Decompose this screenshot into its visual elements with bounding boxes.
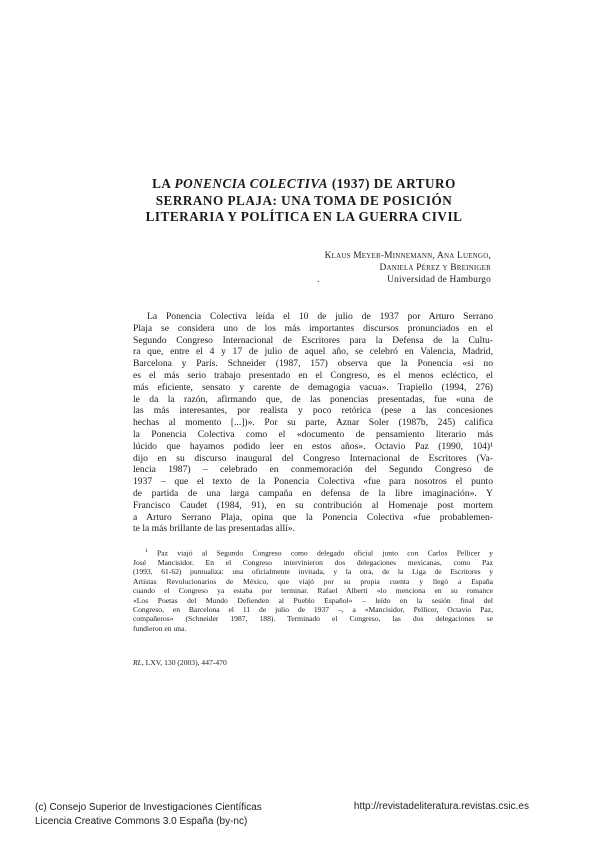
body-line: Barcelona y París. Schneider (1987, 157) observa que la Ponencia «si no: [133, 358, 493, 370]
body-line: Plaja se considera uno de los más importantes discursos pronunciados en el: [133, 322, 493, 334]
title-line-1-italic: PONENCIA COLECTIVA: [174, 176, 329, 191]
title-line-2: SERRANO PLAJA: UNA TOMA DE POSICIÓN: [155, 192, 453, 208]
authors-line-1: Klaus Meyer-Minnemann, Ana Luengo,: [324, 251, 491, 261]
footnote-line: cuando el Congreso ya estaba por terminar. Rafael Alberti «lo menciona en su romance: [133, 586, 493, 596]
body-line: la Ponencia Colectiva como el «documento de pensamiento literario más: [133, 428, 493, 440]
authors-line-2: Daniela Pérez y Breiniger: [379, 263, 491, 273]
article-title: [120, 176, 488, 226]
copyright-line-1: (c) Consejo Superior de Investigaciones Científicas: [35, 802, 262, 813]
body-line: lúcido que hayamos podido leer en estos años». Octavio Paz (1990, 104)¹: [133, 440, 493, 452]
copyright-notice: [35, 801, 262, 828]
footnote-number: 1: [145, 548, 148, 554]
body-line: hechas al momento [...])». Por su parte, Aznar Soler (1987b, 245) califica: [133, 417, 493, 429]
body-line: 1937 – que el texto de la Ponencia Colectiva «fue para nosotros el punto: [133, 476, 493, 488]
footnote-line: (1993, 61-62) puntualiza: una oficialmente invitada, y la otra, de la Liga de Escritores y: [133, 567, 493, 577]
title-line-1-start: LA: [152, 176, 175, 191]
footnote-line: Artistas Revolucionarios de México, que viajó por su propia cuenta y llegó a España: [133, 576, 493, 586]
affiliation-mark: .: [317, 275, 320, 285]
footnote-line: compañeros» (Schneider 1987, 188). Terminado el Congreso, las dos delegaciones se: [133, 614, 493, 624]
body-line: le da la razón, afirmando que, de las ponencias presentadas, fue «una de: [133, 393, 493, 405]
body-paragraph: [133, 311, 493, 535]
body-line: más eficiente, sensato y carente de demagogia vacua». Trapiello (1994, 276): [133, 381, 493, 393]
license-line: Licencia Creative Commons 3.0 España (by-nc): [35, 815, 248, 827]
body-line: las más interesantes, por realista y poco retórica (pese a las concesiones: [133, 405, 493, 417]
journal-citation: [133, 658, 227, 667]
footnote-line: fundieron en una.: [133, 623, 187, 633]
affiliation: Universidad de Hamburgo: [387, 275, 491, 285]
citation-details: , LXV, 130 (2003), 447-470: [141, 658, 227, 667]
title-line-3: LITERARIA Y POLÍTICA EN LA GUERRA CIVIL: [145, 209, 463, 224]
body-line: te la más brillante de las presentadas allí».: [133, 523, 295, 535]
title-line-1-end: (1937) DE ARTURO: [328, 176, 456, 191]
journal-abbrev: RL: [133, 658, 142, 667]
footnote-line: [133, 547, 493, 558]
journal-url[interactable]: http://revistadeliteratura.revistas.csic.es: [353, 801, 529, 812]
author-block: [317, 250, 491, 286]
title-line-1: [120, 176, 488, 193]
footnote-line: «Los Poetas del Mundo Defienden al Pueblo Español» – leído en la sesión final del: [133, 595, 493, 605]
footnote: [133, 547, 493, 633]
footnote-line: Congreso, en Barcelona el 11 de julio de 1937 –, a «Mancisidor, Pellicer, Octavio Paz,: [133, 604, 493, 614]
body-line: La Ponencia Colectiva leída el 10 de julio de 1937 por Arturo Serrano: [147, 311, 493, 322]
body-line: lencia 1987) – celebrado en conmemoración del Segundo Congreso de: [133, 464, 493, 476]
body-line: a Arturo Serrano Plaja, opina que la Ponencia Colectiva «fue probablemen-: [133, 511, 493, 523]
body-line: dijo en su discurso inaugural del Congreso Internacional de Escritores (Va-: [133, 452, 493, 464]
footnote-line-text: Paz viajó al Segundo Congreso como delegado oficial junto con Carlos Pellicer y: [157, 548, 493, 558]
affiliation-line: [317, 274, 491, 286]
footnote-line: José Mancisidor. En el Congreso intervinieron dos delegaciones mexicanas, como Paz: [133, 557, 493, 567]
body-line: de partida de una larga campaña en defensa de la libre imaginación». Y: [133, 487, 493, 499]
body-line: ra que, entre el 4 y 17 de julio de aquel año, se celebró en Valencia, Madrid,: [133, 346, 493, 358]
body-line: Francisco Caudet (1984, 91), en su contribución al Homenaje post mortem: [133, 499, 493, 511]
body-line: es el más serio trabajo presentado en el Congreso, es el menos ecléctico, el: [133, 369, 493, 381]
body-line: Segundo Congreso Internacional de Escritores para la Defensa de la Cultu-: [133, 334, 493, 346]
